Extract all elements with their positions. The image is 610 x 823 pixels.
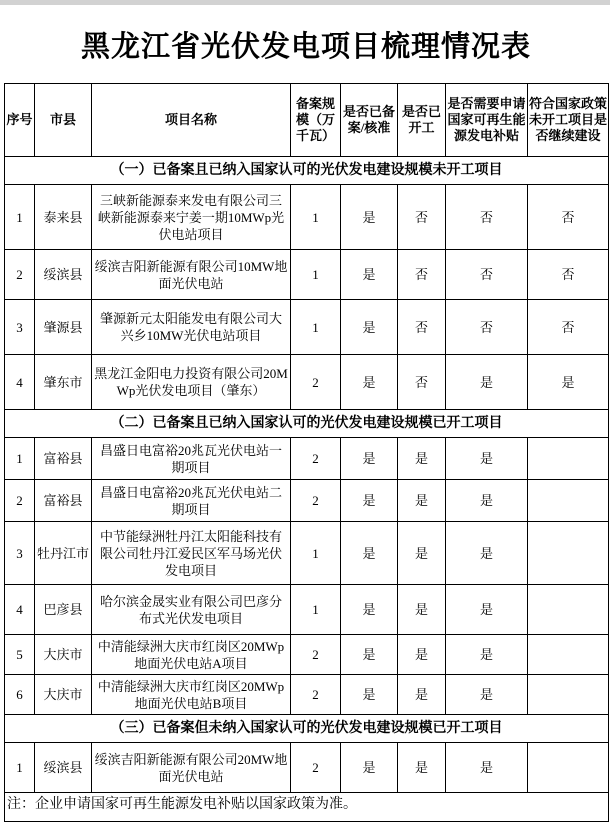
cell-started: 否: [398, 185, 446, 250]
section-header-row: [5, 157, 609, 185]
section-header: （一）已备案且已纳入国家认可的光伏发电建设规模未开工项目: [5, 157, 609, 185]
cell-subsidy-needed: 否: [446, 250, 528, 300]
table-row: [5, 522, 609, 585]
cell-subsidy-needed: 是: [446, 585, 528, 635]
cell-serial: 4: [5, 355, 35, 410]
cell-started: 是: [398, 743, 446, 793]
table-row: [5, 250, 609, 300]
header-row: [5, 84, 609, 157]
cell-city-county: 牡丹江市: [35, 522, 92, 585]
table-row: [5, 300, 609, 355]
cell-city-county: 绥滨县: [35, 250, 92, 300]
cell-project-name: 昌盛日电富裕20兆瓦光伏电站一期项目: [92, 438, 291, 480]
cell-filed-approved: 是: [341, 438, 398, 480]
cell-filed-approved: 是: [341, 480, 398, 522]
footnote: 注：企业申请国家可再生能源发电补贴以国家政策为准。: [5, 793, 609, 822]
col-header-scale: 备案规模（万千瓦）: [291, 84, 341, 157]
cell-project-name: 绥滨吉阳新能源有限公司10MW地面光伏电站: [92, 250, 291, 300]
table-row: [5, 438, 609, 480]
col-header-serial: 序号: [5, 84, 35, 157]
cell-city-county: 肇源县: [35, 300, 92, 355]
cell-started: 是: [398, 635, 446, 675]
cell-started: 是: [398, 522, 446, 585]
cell-filed-approved: 是: [341, 743, 398, 793]
cell-project-name: 三峡新能源泰来发电有限公司三峡新能源泰来宁姜一期10MWp光伏电站项目: [92, 185, 291, 250]
cell-subsidy-needed: 是: [446, 522, 528, 585]
section-header-row: [5, 715, 609, 743]
cell-city-county: 肇东市: [35, 355, 92, 410]
cell-serial: 4: [5, 585, 35, 635]
cell-continue-build: 否: [528, 250, 609, 300]
cell-subsidy-needed: 是: [446, 635, 528, 675]
cell-started: 是: [398, 675, 446, 715]
cell-scale: 2: [291, 635, 341, 675]
cell-city-county: 绥滨县: [35, 743, 92, 793]
cell-subsidy-needed: 是: [446, 355, 528, 410]
cell-subsidy-needed: 是: [446, 438, 528, 480]
cell-started: 是: [398, 585, 446, 635]
cell-project-name: 昌盛日电富裕20兆瓦光伏电站二期项目: [92, 480, 291, 522]
cell-continue-build: 否: [528, 185, 609, 250]
cell-continue-build: 否: [528, 300, 609, 355]
cell-continue-build: [528, 480, 609, 522]
cell-serial: 1: [5, 438, 35, 480]
cell-project-name: 肇源新元太阳能发电有限公司大兴乡10MW光伏电站项目: [92, 300, 291, 355]
table-row: [5, 743, 609, 793]
cell-serial: 3: [5, 522, 35, 585]
cell-city-county: 大庆市: [35, 635, 92, 675]
cell-subsidy-needed: 是: [446, 675, 528, 715]
cell-scale: 2: [291, 675, 341, 715]
col-header-subsidy: 是否需要申请国家可再生能源发电补贴: [446, 84, 528, 157]
cell-serial: 1: [5, 743, 35, 793]
cell-continue-build: [528, 522, 609, 585]
cell-filed-approved: 是: [341, 185, 398, 250]
section-header: （二）已备案且已纳入国家认可的光伏发电建设规模已开工项目: [5, 410, 609, 438]
cell-filed-approved: 是: [341, 585, 398, 635]
cell-project-name: 中节能绿洲牡丹江太阳能科技有限公司牡丹江爱民区军马场光伏发电项目: [92, 522, 291, 585]
cell-continue-build: [528, 635, 609, 675]
cell-started: 否: [398, 300, 446, 355]
cell-city-county: 泰来县: [35, 185, 92, 250]
col-header-filed: 是否已备案/核准: [341, 84, 398, 157]
cell-subsidy-needed: 否: [446, 185, 528, 250]
table-row: [5, 585, 609, 635]
col-header-city-county: 市县: [35, 84, 92, 157]
cell-serial: 6: [5, 675, 35, 715]
cell-scale: 2: [291, 743, 341, 793]
cell-serial: 2: [5, 250, 35, 300]
cell-continue-build: [528, 675, 609, 715]
cell-started: 是: [398, 438, 446, 480]
cell-city-county: 巴彦县: [35, 585, 92, 635]
note-row: [5, 793, 609, 822]
cell-filed-approved: 是: [341, 355, 398, 410]
cell-filed-approved: 是: [341, 250, 398, 300]
cell-serial: 2: [5, 480, 35, 522]
page-title: 黑龙江省光伏发电项目梳理情况表: [80, 30, 531, 63]
table-row: [5, 675, 609, 715]
table-row: [5, 635, 609, 675]
cell-city-county: 富裕县: [35, 480, 92, 522]
cell-project-name: 哈尔滨金晟实业有限公司巴彦分布式光伏发电项目: [92, 585, 291, 635]
col-header-project-name: 项目名称: [92, 84, 291, 157]
cell-subsidy-needed: 否: [446, 300, 528, 355]
sheet: [0, 5, 610, 822]
table-row: [5, 355, 609, 410]
cell-subsidy-needed: 是: [446, 743, 528, 793]
cell-continue-build: [528, 743, 609, 793]
cell-filed-approved: 是: [341, 635, 398, 675]
cell-project-name: 绥滨吉阳新能源有限公司20MW地面光伏电站: [92, 743, 291, 793]
cell-filed-approved: 是: [341, 675, 398, 715]
cell-scale: 1: [291, 185, 341, 250]
cell-city-county: 富裕县: [35, 438, 92, 480]
cell-scale: 2: [291, 480, 341, 522]
cell-continue-build: [528, 585, 609, 635]
cell-scale: 1: [291, 300, 341, 355]
cell-scale: 1: [291, 585, 341, 635]
cell-continue-build: [528, 438, 609, 480]
cell-continue-build: 是: [528, 355, 609, 410]
cell-serial: 3: [5, 300, 35, 355]
cell-scale: 1: [291, 250, 341, 300]
cell-scale: 2: [291, 355, 341, 410]
table-row: [5, 480, 609, 522]
cell-project-name: 中清能绿洲大庆市红岗区20MWp地面光伏电站A项目: [92, 635, 291, 675]
cell-scale: 1: [291, 522, 341, 585]
cell-filed-approved: 是: [341, 522, 398, 585]
cell-started: 是: [398, 480, 446, 522]
col-header-started: 是否已开工: [398, 84, 446, 157]
cell-started: 否: [398, 355, 446, 410]
cell-serial: 5: [5, 635, 35, 675]
section-header-row: [5, 410, 609, 438]
cell-filed-approved: 是: [341, 300, 398, 355]
cell-city-county: 大庆市: [35, 675, 92, 715]
cell-subsidy-needed: 是: [446, 480, 528, 522]
projects-table: [4, 83, 609, 822]
cell-serial: 1: [5, 185, 35, 250]
cell-project-name: 黑龙江金阳电力投资有限公司20MWp光伏发电项目（肇东）: [92, 355, 291, 410]
col-header-continue: 符合国家政策未开工项目是否继续建设: [528, 84, 609, 157]
cell-scale: 2: [291, 438, 341, 480]
cell-started: 否: [398, 250, 446, 300]
section-header: （三）已备案但未纳入国家认可的光伏发电建设规模已开工项目: [5, 715, 609, 743]
cell-project-name: 中清能绿洲大庆市红岗区20MWp地面光伏电站B项目: [92, 675, 291, 715]
table-row: [5, 185, 609, 250]
